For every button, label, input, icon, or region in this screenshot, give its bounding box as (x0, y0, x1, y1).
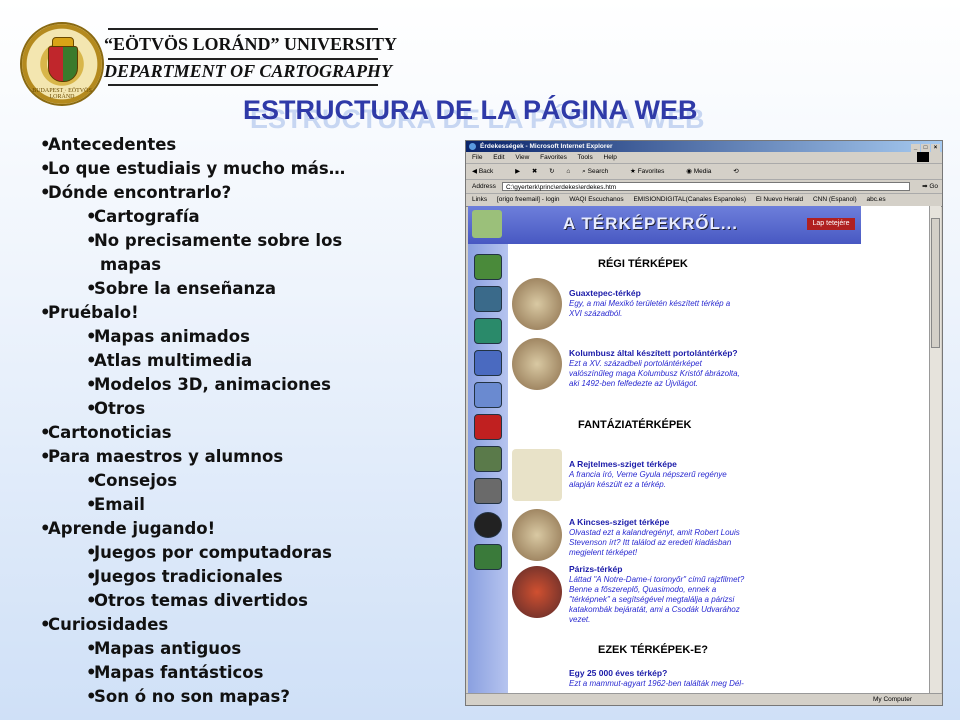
address-bar (466, 180, 942, 194)
entry-text: alapján készült ez a térkép. (569, 480, 666, 489)
old-map-thumbnail-icon[interactable] (512, 278, 562, 330)
home-button[interactable]: ⌂ (566, 168, 571, 175)
outline-item: • Curiosidades (40, 615, 169, 634)
entry-title-link[interactable]: Guaxtepec-térkép (569, 288, 641, 298)
scrollbar-thumb[interactable] (931, 218, 940, 348)
outline-subitem: • Modelos 3D, animaciones (86, 375, 331, 394)
menu-edit[interactable]: Edit (493, 154, 505, 161)
outline-subitem: • Son ó no son mapas? (86, 687, 290, 706)
outline-subitem: • Otros (86, 399, 146, 418)
outline-subitem: • Mapas antiguos (86, 639, 242, 658)
outline-subitem: • Mapas animados (86, 327, 250, 346)
map-thumbnail-icon[interactable] (474, 254, 502, 280)
section-heading: FANTÁZIATÉRKÉPEK (578, 419, 692, 431)
entry-text: Olvastad ezt a kalandregényt, amit Robert Louis (569, 528, 740, 537)
cnn-thumbnail-icon[interactable] (474, 414, 502, 440)
browser-viewport (468, 206, 930, 693)
island-map-thumbnail-icon[interactable] (512, 449, 562, 501)
department-name: DEPARTMENT OF CARTOGRAPHY (104, 61, 393, 81)
address-input[interactable]: C:\gyerterk\princ\erdekes\erdekes.htm (502, 182, 910, 191)
header-rule-middle (108, 58, 378, 60)
security-zone: My Computer (872, 696, 912, 703)
windows-logo-icon (917, 152, 929, 162)
entry-text: megjelent térképet! (569, 548, 638, 557)
webpage-banner (468, 206, 861, 244)
university-name: “EÖTVÖS LORÁND” UNIVERSITY (104, 34, 398, 54)
outline-item: • Antecedentes (40, 135, 177, 154)
menu-tools[interactable]: Tools (577, 154, 593, 161)
header-rule-bottom (108, 84, 378, 86)
outline-item: • Aprende jugando! (40, 519, 216, 538)
banner-logo[interactable]: Lap tetejére (807, 218, 855, 230)
entry-text: Ezt a XV. századbeli portolántérképet (569, 359, 702, 368)
links-label: Links (472, 196, 488, 203)
vertical-scrollbar[interactable] (929, 206, 941, 693)
header-rule-top (108, 28, 378, 30)
page-title: ESTRUCTURA DE LA PÁGINA WEB (243, 95, 698, 125)
outline-subitem: • Consejos (86, 471, 178, 490)
back-button[interactable]: ◀ Back (472, 168, 494, 175)
entry-text: aki 1492-ben felfedezte az Újvilágot. (569, 379, 698, 388)
close-button[interactable]: × (931, 144, 940, 152)
link-item[interactable]: [origo freemail] - login (497, 196, 560, 203)
browser-toolbar (466, 164, 942, 180)
section-heading: EZEK TÉRKÉPEK-E? (598, 644, 709, 656)
banner-map-icon (472, 210, 502, 238)
outline-item: • Pruébalo! (40, 303, 139, 322)
seal-text: BUDAPEST · EÖTVÖS LORÁND (32, 88, 92, 100)
link-item[interactable]: El Nuevo Herald (755, 196, 804, 203)
outline-subitem: • Juegos por computadoras (86, 543, 332, 562)
entry-text: Ezt a mammut-agyart 1962-ben találták meg Dél- (569, 679, 744, 688)
maximize-button[interactable]: □ (921, 144, 930, 152)
university-seal-icon (20, 22, 104, 106)
menu-favorites[interactable]: Favorites (540, 154, 567, 161)
outline-item: • Dónde encontrarlo? (40, 183, 232, 202)
outline-subitem: • Mapas fantásticos (86, 663, 264, 682)
browser-menubar (466, 152, 942, 164)
outline-item: • Cartonoticias (40, 423, 172, 442)
entry-text: vezet. (569, 615, 591, 624)
link-item[interactable]: CNN (Espanol) (812, 196, 857, 203)
status-bar (466, 693, 942, 705)
go-button[interactable]: ➡ Go (922, 183, 938, 190)
browser-title: Érdekességek - Microsoft Internet Explorer (480, 143, 613, 150)
browser-titlebar (466, 141, 942, 152)
search-button[interactable]: ⌕ Search (582, 168, 609, 175)
outline-subitem: • Sobre la enseñanza (86, 279, 276, 298)
outline-subitem: • Email (86, 495, 145, 514)
internet-explorer-icon (469, 143, 476, 150)
map-thumbnail-icon[interactable] (474, 318, 502, 344)
forward-button[interactable]: ▶ (515, 168, 521, 175)
menu-help[interactable]: Help (603, 154, 617, 161)
treasure-map-thumbnail-icon[interactable] (512, 509, 562, 561)
entry-text: Benne a főszereplő, Quasimodo, ennek a (569, 585, 717, 594)
link-item[interactable]: EMISIONDIGITAL(Canales Espanoles) (633, 196, 747, 203)
entry-title-link[interactable]: Párizs-térkép (569, 564, 623, 574)
entry-text: "térképnek" a segítségével megtalálja a párizsi (569, 595, 735, 604)
outline-subitem-continuation: mapas (100, 255, 162, 274)
map-thumbnail-icon[interactable] (474, 350, 502, 376)
entry-text: valószínűleg maga Kolumbusz Kristóf ábrázolta, (569, 369, 740, 378)
refresh-button[interactable]: ↻ (549, 168, 555, 175)
outline-subitem: • Otros temas divertidos (86, 591, 308, 610)
stop-button[interactable]: ✖ (531, 168, 538, 175)
entry-text: Láttad "A Notre-Dame-i toronyőr" című rajzfilmet? (569, 575, 745, 584)
entry-text: katakombák bejáratát, ami a Csodák Udvarához (569, 605, 740, 614)
site-structure-outline (30, 133, 345, 709)
map-thumbnail-icon[interactable] (474, 382, 502, 408)
entry-text: XVI századból. (569, 309, 623, 318)
history-button[interactable]: ⟲ (733, 168, 739, 175)
entry-title-link[interactable]: A Rejtelmes-sziget térképe (569, 459, 677, 469)
map-thumbnail-icon[interactable] (474, 478, 502, 504)
address-label: Address (472, 183, 496, 190)
outline-subitem: • No precisamente sobre los (86, 231, 343, 250)
media-button[interactable]: ◉ Media (686, 168, 712, 175)
map-thumbnail-icon[interactable] (474, 286, 502, 312)
entry-title-link[interactable]: Kolumbusz által készített portolántérkép? (569, 348, 738, 358)
map-thumbnail-icon[interactable] (474, 544, 502, 570)
menu-view[interactable]: View (515, 154, 530, 161)
paris-map-thumbnail-icon[interactable] (512, 566, 562, 618)
coat-of-arms-icon (48, 46, 78, 82)
outline-item: • Para maestros y alumnos (40, 447, 284, 466)
entry-title-link[interactable]: Egy 25 000 éves térkép? (569, 668, 668, 678)
menu-file[interactable]: File (472, 154, 483, 161)
minimize-button[interactable]: _ (911, 144, 920, 152)
banner-title: A TÉRKÉPEKRŐL... (563, 214, 738, 233)
webpage-sidebar (468, 206, 508, 693)
old-map-thumbnail-icon[interactable] (512, 338, 562, 390)
entry-text: Stevenson írt? Itt találod az eredeti kiadásban (569, 538, 732, 547)
map-thumbnail-icon[interactable] (474, 446, 502, 472)
outline-subitem: • Atlas multimedia (86, 351, 253, 370)
entry-title-link[interactable]: A Kincses-sziget térképe (569, 517, 670, 527)
entry-text: Egy, a mai Mexikó területén készített térkép a (569, 299, 731, 308)
outline-item: • Lo que estudiais y mucho más… (40, 159, 346, 178)
link-item[interactable]: WAQI Escuchanos (569, 196, 624, 203)
section-heading: RÉGI TÉRKÉPEK (598, 258, 688, 270)
favorites-button[interactable]: ★ Favorites (630, 168, 665, 175)
entry-text: A francia író, Verne Gyula népszerű regénye (569, 470, 727, 479)
link-item[interactable]: abc.es (866, 196, 886, 203)
outline-subitem: • Juegos tradicionales (86, 567, 283, 586)
football-thumbnail-icon[interactable] (474, 512, 502, 538)
outline-subitem: • Cartografía (86, 207, 200, 226)
browser-window (465, 140, 943, 706)
